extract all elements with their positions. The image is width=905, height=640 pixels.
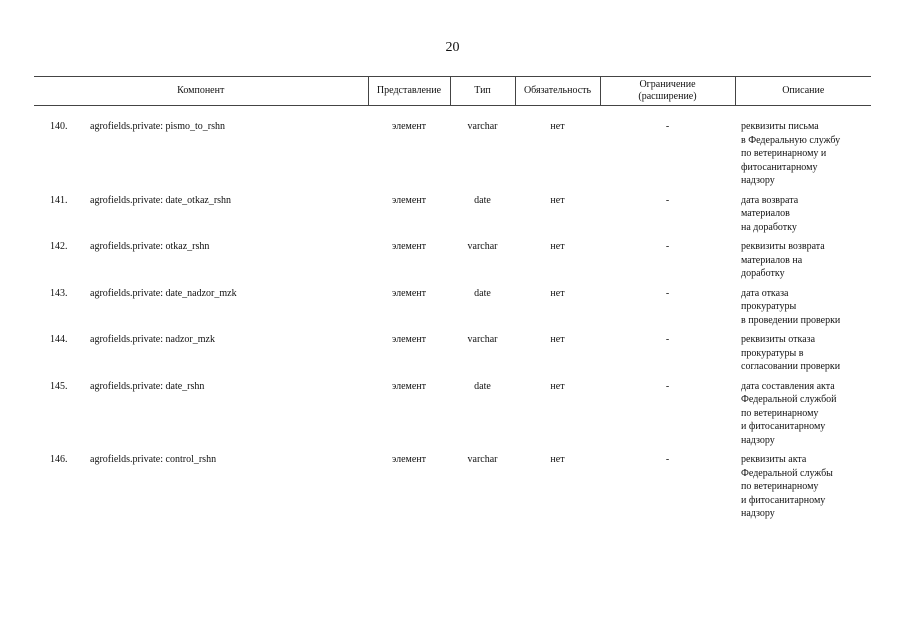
description-line: в проведении проверки	[741, 314, 841, 326]
row-type: varchar	[467, 454, 498, 465]
row-representation: элемент	[391, 334, 427, 345]
description-line: Федеральной службой	[741, 394, 837, 405]
table-row	[34, 380, 871, 454]
row-component: agrofields.private: nadzor_mzk	[90, 334, 215, 345]
table-row	[34, 287, 871, 334]
description-line: фитосанитарному	[741, 161, 818, 173]
table-row	[34, 240, 871, 287]
description-line: доработку	[741, 268, 785, 279]
row-type: varchar	[467, 121, 498, 132]
row-component: agrofields.private: date_rshn	[90, 380, 205, 392]
row-required: нет	[550, 454, 565, 465]
row-component: agrofields.private: otkaz_rshn	[90, 241, 210, 252]
row-restriction: -	[665, 194, 670, 206]
header-component: Компонент	[34, 77, 368, 106]
header-restriction-line1: Ограничение	[639, 79, 696, 90]
row-required: нет	[550, 121, 565, 132]
row-number: 144.	[50, 334, 68, 345]
table-row	[34, 333, 871, 380]
table-row	[34, 194, 871, 241]
table-spacer	[34, 106, 871, 121]
row-representation: элемент	[391, 194, 427, 206]
row-restriction: -	[665, 380, 670, 392]
row-required: нет	[550, 334, 565, 345]
description-line: надзору	[741, 508, 775, 519]
row-restriction: -	[665, 454, 670, 465]
row-component: agrofields.private: date_otkaz_rshn	[90, 194, 232, 206]
row-description	[735, 120, 871, 194]
row-description	[735, 453, 871, 527]
description-line: по ветеринарному и	[741, 148, 827, 159]
description-line: реквизиты возврата	[741, 241, 825, 252]
row-representation: элемент	[391, 287, 427, 299]
description-line: в Федеральную службу	[741, 134, 841, 146]
header-restriction	[600, 77, 735, 106]
header-description: Описание	[735, 77, 871, 106]
table-header	[34, 77, 871, 106]
row-restriction: -	[665, 121, 670, 132]
description-line: прокуратуры	[741, 301, 797, 312]
header-restriction-line2: (расширение)	[638, 91, 697, 102]
row-type: varchar	[467, 334, 498, 345]
description-line: по ветеринарному	[741, 481, 819, 492]
row-restriction: -	[665, 334, 670, 345]
row-number: 140.	[50, 121, 68, 132]
row-description	[735, 333, 871, 380]
description-line: по ветеринарному	[741, 407, 819, 419]
row-representation: элемент	[391, 121, 427, 132]
row-type: date	[474, 380, 491, 392]
description-line: материалов	[741, 208, 790, 219]
row-type: date	[474, 194, 491, 206]
table-row	[34, 453, 871, 527]
description-line: дата отказа	[741, 287, 789, 299]
header-representation: Представление	[368, 77, 450, 106]
row-number: 143.	[50, 287, 68, 299]
description-line: согласовании проверки	[741, 361, 841, 372]
description-line: надзору	[741, 175, 775, 186]
row-number: 141.	[50, 194, 68, 206]
description-line: и фитосанитарному	[741, 494, 826, 506]
row-description	[735, 380, 871, 454]
row-restriction: -	[665, 287, 670, 299]
description-line: дата возврата	[741, 194, 799, 206]
row-required: нет	[550, 380, 565, 392]
row-type: date	[474, 287, 491, 299]
row-restriction: -	[665, 241, 670, 252]
description-line: на доработку	[741, 221, 797, 233]
description-line: Федеральной службы	[741, 467, 833, 479]
row-number: 145.	[50, 380, 68, 392]
table-row	[34, 120, 871, 194]
row-description	[735, 194, 871, 241]
description-line: и фитосанитарному	[741, 421, 826, 432]
description-line: реквизиты письма	[741, 121, 819, 132]
description-line: дата составления акта	[741, 380, 835, 392]
row-description	[735, 240, 871, 287]
row-required: нет	[550, 194, 565, 206]
row-representation: элемент	[391, 454, 427, 465]
row-number: 146.	[50, 454, 68, 465]
table-body	[34, 106, 871, 527]
description-line: надзору	[741, 434, 775, 446]
schema-table	[34, 76, 871, 527]
description-line: материалов на	[741, 254, 803, 266]
row-representation: элемент	[391, 380, 427, 392]
row-description	[735, 287, 871, 334]
header-required: Обязательность	[515, 77, 600, 106]
row-representation: элемент	[391, 241, 427, 252]
description-line: реквизиты акта	[741, 454, 807, 465]
row-number: 142.	[50, 241, 68, 252]
page-number: 20	[445, 40, 460, 55]
description-line: реквизиты отказа	[741, 334, 816, 345]
description-line: прокуратуры в	[741, 347, 804, 359]
row-type: varchar	[467, 241, 498, 252]
row-required: нет	[550, 241, 565, 252]
header-type: Тип	[450, 77, 515, 106]
row-component: agrofields.private: date_nadzor_mzk	[90, 287, 237, 299]
row-component: agrofields.private: control_rshn	[90, 454, 217, 465]
row-required: нет	[550, 287, 565, 299]
row-component: agrofields.private: pismo_to_rshn	[90, 121, 225, 132]
